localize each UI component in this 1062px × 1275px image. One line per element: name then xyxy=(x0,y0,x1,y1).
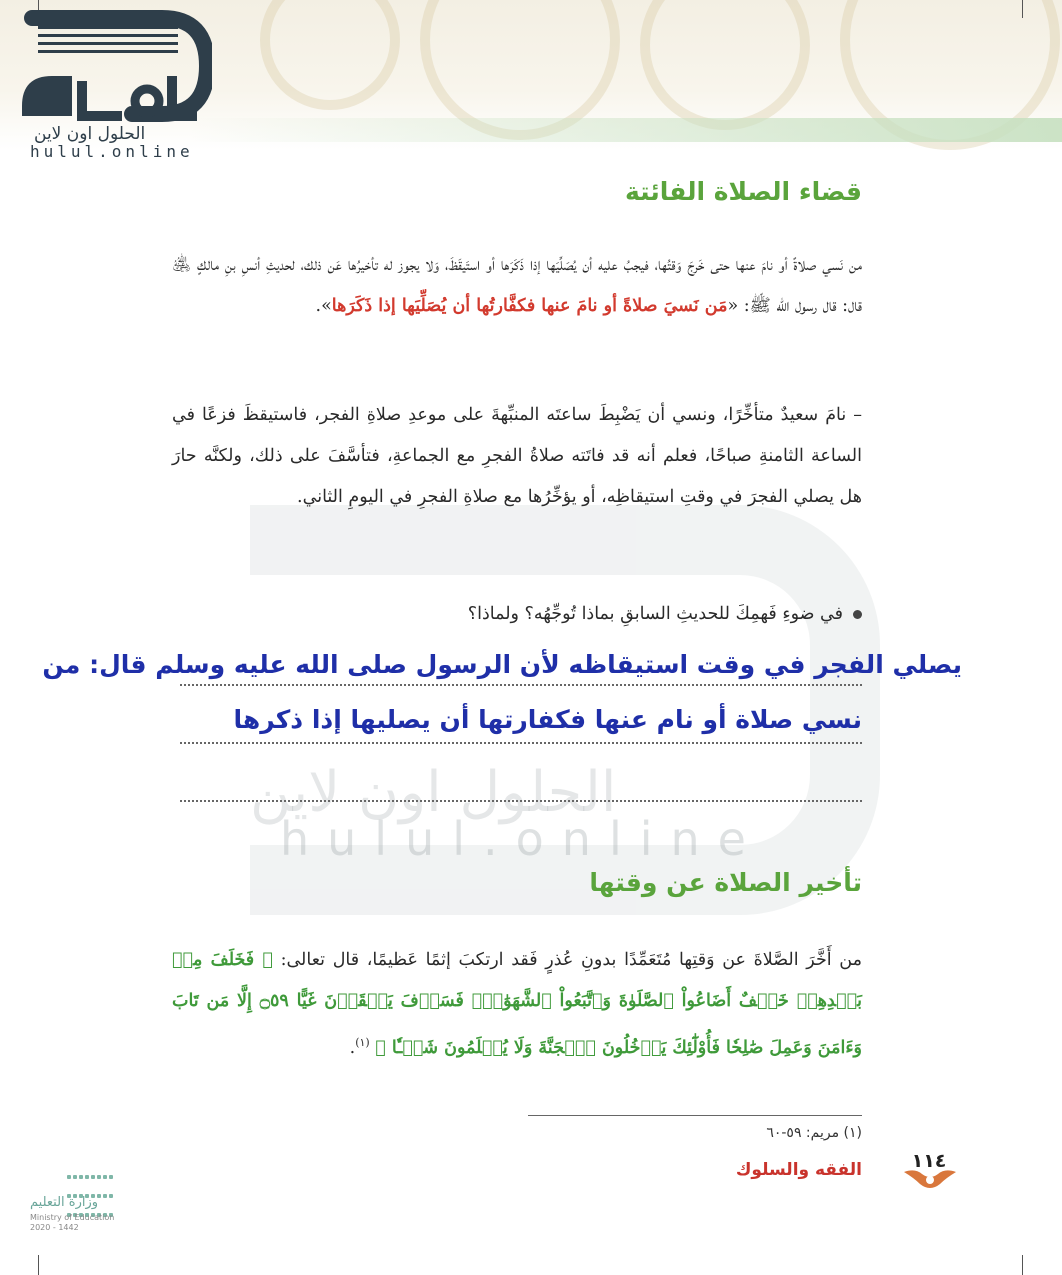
ministry-name-arabic: وزارة التعليم xyxy=(30,1195,99,1210)
site-logo xyxy=(12,6,212,161)
logo-arabic-text: الحلول اون لاين xyxy=(34,124,146,144)
crop-mark xyxy=(1022,0,1023,18)
page-ornament-icon xyxy=(900,1166,960,1192)
section-heading-missed-prayer: قضاء الصلاة الفائتة xyxy=(625,177,862,206)
paragraph-end: . xyxy=(349,1037,356,1058)
section-heading-delaying-prayer: تأخير الصلاة عن وقتها xyxy=(589,868,862,897)
footnote-marker: (١) xyxy=(355,1036,370,1049)
footnote-text: (١) مريم: ٥٩-٦٠ xyxy=(766,1125,862,1141)
logo-latin-text: hulul.online xyxy=(30,142,194,161)
crop-mark xyxy=(38,1255,39,1275)
ministry-logo xyxy=(30,1165,130,1245)
paragraph-missed-prayer-rule xyxy=(172,245,862,327)
logo-stripes xyxy=(38,26,178,58)
paragraph-text: من أَخَّرَ الصَّلاةَ عن وَقتِها مُتَعَمِّدًا بدونِ عُذرٍ فَقد ارتكبَ إثمًا عَظيمًا، قال تعالى: xyxy=(280,950,862,970)
question-item xyxy=(468,604,862,624)
ministry-year: 2020 - 1442 xyxy=(30,1223,79,1232)
answer-dotted-line xyxy=(180,742,862,744)
handwritten-answer-line-1: يصلي الفجر في وقت استيقاظه لأن الرسول صلى الله عليه وسلم قال: من xyxy=(42,650,962,679)
answer-dotted-line xyxy=(180,684,862,686)
quran-verse: ﴿ فَخَلَفَ مِنۢ بَعۡدِهِمۡ خَلۡفٌ أَضَاعُواْ ٱلصَّلَوٰةَ وَٱتَّبَعُواْ ٱلشَّهَوَٰتِۖ فَسَوۡفَ يَلۡقَوۡنَ غَيًّا ۝٥٩ إِلَّا مَن تَابَ وَءَامَنَ وَعَمِلَ صَٰلِحٗا فَأُوْلَٰٓئِكَ يَدۡخُلُونَ ٱلۡجَنَّةَ وَلَا يُظۡلَمُونَ شَيۡـٔٗا ﴾ xyxy=(172,950,862,1058)
answer-dotted-line xyxy=(180,800,862,802)
question-text: في ضوءِ فَهمِكَ للحديثِ السابقِ بماذا تُوجِّهُه؟ ولماذا؟ xyxy=(467,604,843,624)
paragraph-delaying-prayer xyxy=(172,940,862,1069)
handwritten-answer-line-2: نسي صلاة أو نام عنها فكفارتها أن يصليها إذا ذكرها xyxy=(233,705,862,734)
bullet-dot xyxy=(853,610,862,619)
ministry-name-english: Ministry of Education xyxy=(30,1213,115,1222)
watermark-arabic: الحلول اون لاين xyxy=(250,760,617,825)
paragraph-text: من نَسي صلاةً أو نامَ عنها حتى خَرجَ وَقتُها، فيجبُ عليه أن يُصَلِّيَها إذا ذَكَرَها أو استَيقَظَ، وَلا يجوز له تأخيرُها عَن ذلك، لحديثِ أنسِ بنِ مالكٍ ﵁ قال: قال رسول الله ﷺ: « xyxy=(172,255,862,316)
book-title: الفقه والسلوك xyxy=(735,1160,862,1180)
watermark-latin: hulul.online xyxy=(280,812,764,866)
paragraph-scenario: – نامَ سعيدٌ متأخِّرًا، ونسي أن يَضْبِطَ ساعتَه المنبِّهةَ على موعدِ صلاةِ الفجر، فاستيقظَ فزعًا في الساعة الثامنةِ صباحًا، فعلم أنه قد فاتَته صلاةُ الفجرِ مع الجماعةِ، فتأسَّفَ على ذلك، ولكنَّه حارَ هل يصلي الفجرَ في وقتِ استيقاظِه، أو يؤخِّرُها مع صلاةِ الفجرِ في اليومِ الثاني. xyxy=(172,405,862,507)
paragraph-end: ». xyxy=(315,296,332,316)
crop-mark xyxy=(1022,1255,1023,1275)
page-number: ١١٤ xyxy=(911,1150,947,1172)
footnote-divider xyxy=(528,1115,862,1116)
hadith-quote: مَن نَسيَ صلاةً أو نامَ عنها فكفَّارتُها أن يُصَلِّيَها إذا ذَكَرَها xyxy=(331,296,728,316)
